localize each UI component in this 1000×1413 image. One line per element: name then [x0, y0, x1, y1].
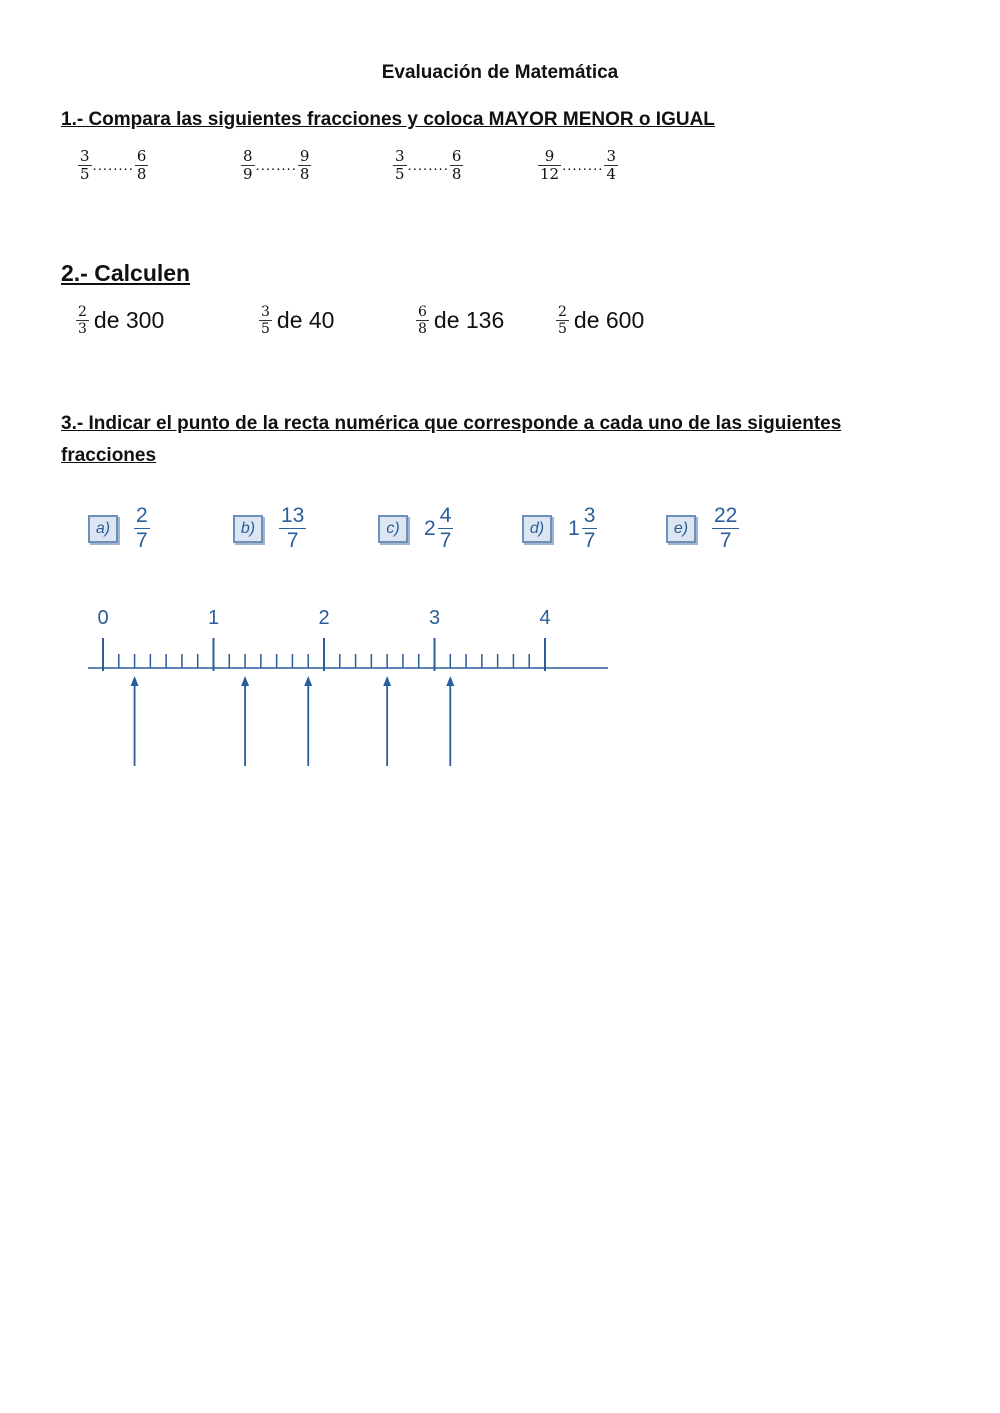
fraction: $\frac{9}{12}$ [540, 147, 560, 184]
fraction: $\frac{2}{7}$ [136, 504, 148, 553]
arrow-pointer [446, 676, 454, 766]
option-letter: c) [378, 515, 408, 543]
compare-item [241, 148, 311, 184]
fraction: $\frac{4}{7}$ [439, 504, 452, 553]
calc-item [76, 304, 164, 337]
compare-item [538, 148, 618, 184]
fraction: $\frac{3}{7}$ [583, 504, 596, 553]
option-letter: a) [88, 515, 118, 543]
answer-blank[interactable]: ........ [407, 157, 449, 175]
fraction: $\frac{22}{7}$ [714, 504, 738, 553]
calc-item [556, 304, 644, 337]
calc-text: de 40 [276, 307, 335, 334]
fraction: $\frac{6}{8}$ [136, 147, 147, 184]
fraction: $\frac{13}{7}$ [281, 504, 305, 553]
compare-item [78, 148, 148, 184]
arrow-pointer [383, 676, 391, 766]
answer-blank[interactable]: ........ [92, 157, 134, 175]
section3-heading: 3.- Indicar el punto de la recta numérica que corresponde a cada uno de las siguientes fracciones [61, 413, 842, 466]
calc-item [416, 304, 504, 337]
fraction: $\frac{6}{8}$ [451, 147, 462, 184]
option-letter: d) [522, 515, 552, 543]
fraction: $\frac{9}{8}$ [299, 147, 310, 184]
calc-text: de 600 [573, 307, 645, 334]
option-letter: e) [666, 515, 696, 543]
arrow-pointer [131, 676, 139, 766]
option-a [88, 504, 150, 553]
tick-label: 0 [97, 607, 109, 629]
option-c [378, 504, 453, 553]
tick-label: 2 [318, 607, 330, 629]
number-line [0, 590, 640, 770]
whole-number: 2 [424, 516, 436, 540]
tick-label: 4 [539, 607, 551, 629]
option-b [233, 504, 306, 553]
answer-blank[interactable]: ........ [255, 157, 297, 175]
option-letter: b) [233, 515, 263, 543]
page-title: Evaluación de Matemática [381, 62, 619, 83]
option-e [666, 504, 739, 553]
calc-text: de 136 [433, 307, 505, 334]
tick-label: 1 [207, 607, 220, 629]
compare-item [393, 148, 463, 184]
whole-number: 1 [568, 516, 580, 540]
arrow-pointer [304, 676, 312, 766]
fraction: $\frac{3}{5}$ [261, 304, 270, 338]
arrow-pointer [241, 676, 249, 766]
section2-heading: 2.- Calculen [61, 260, 191, 286]
fraction: $\frac{3}{5}$ [395, 147, 405, 184]
fraction: $\frac{8}{9}$ [243, 147, 253, 184]
section1-heading: 1.- Compara las siguientes fracciones y coloca MAYOR MENOR o IGUAL [61, 109, 715, 130]
calc-item [259, 304, 334, 337]
fraction: $\frac{2}{5}$ [558, 304, 567, 338]
fraction: $\frac{3}{4}$ [606, 147, 616, 184]
fraction: $\frac{6}{8}$ [418, 304, 427, 338]
fraction: $\frac{2}{3}$ [78, 304, 87, 338]
calc-text: de 300 [93, 307, 165, 334]
fraction: $\frac{3}{5}$ [80, 147, 90, 184]
tick-label: 3 [428, 607, 441, 629]
option-d [522, 504, 597, 553]
answer-blank[interactable]: ........ [562, 157, 604, 175]
